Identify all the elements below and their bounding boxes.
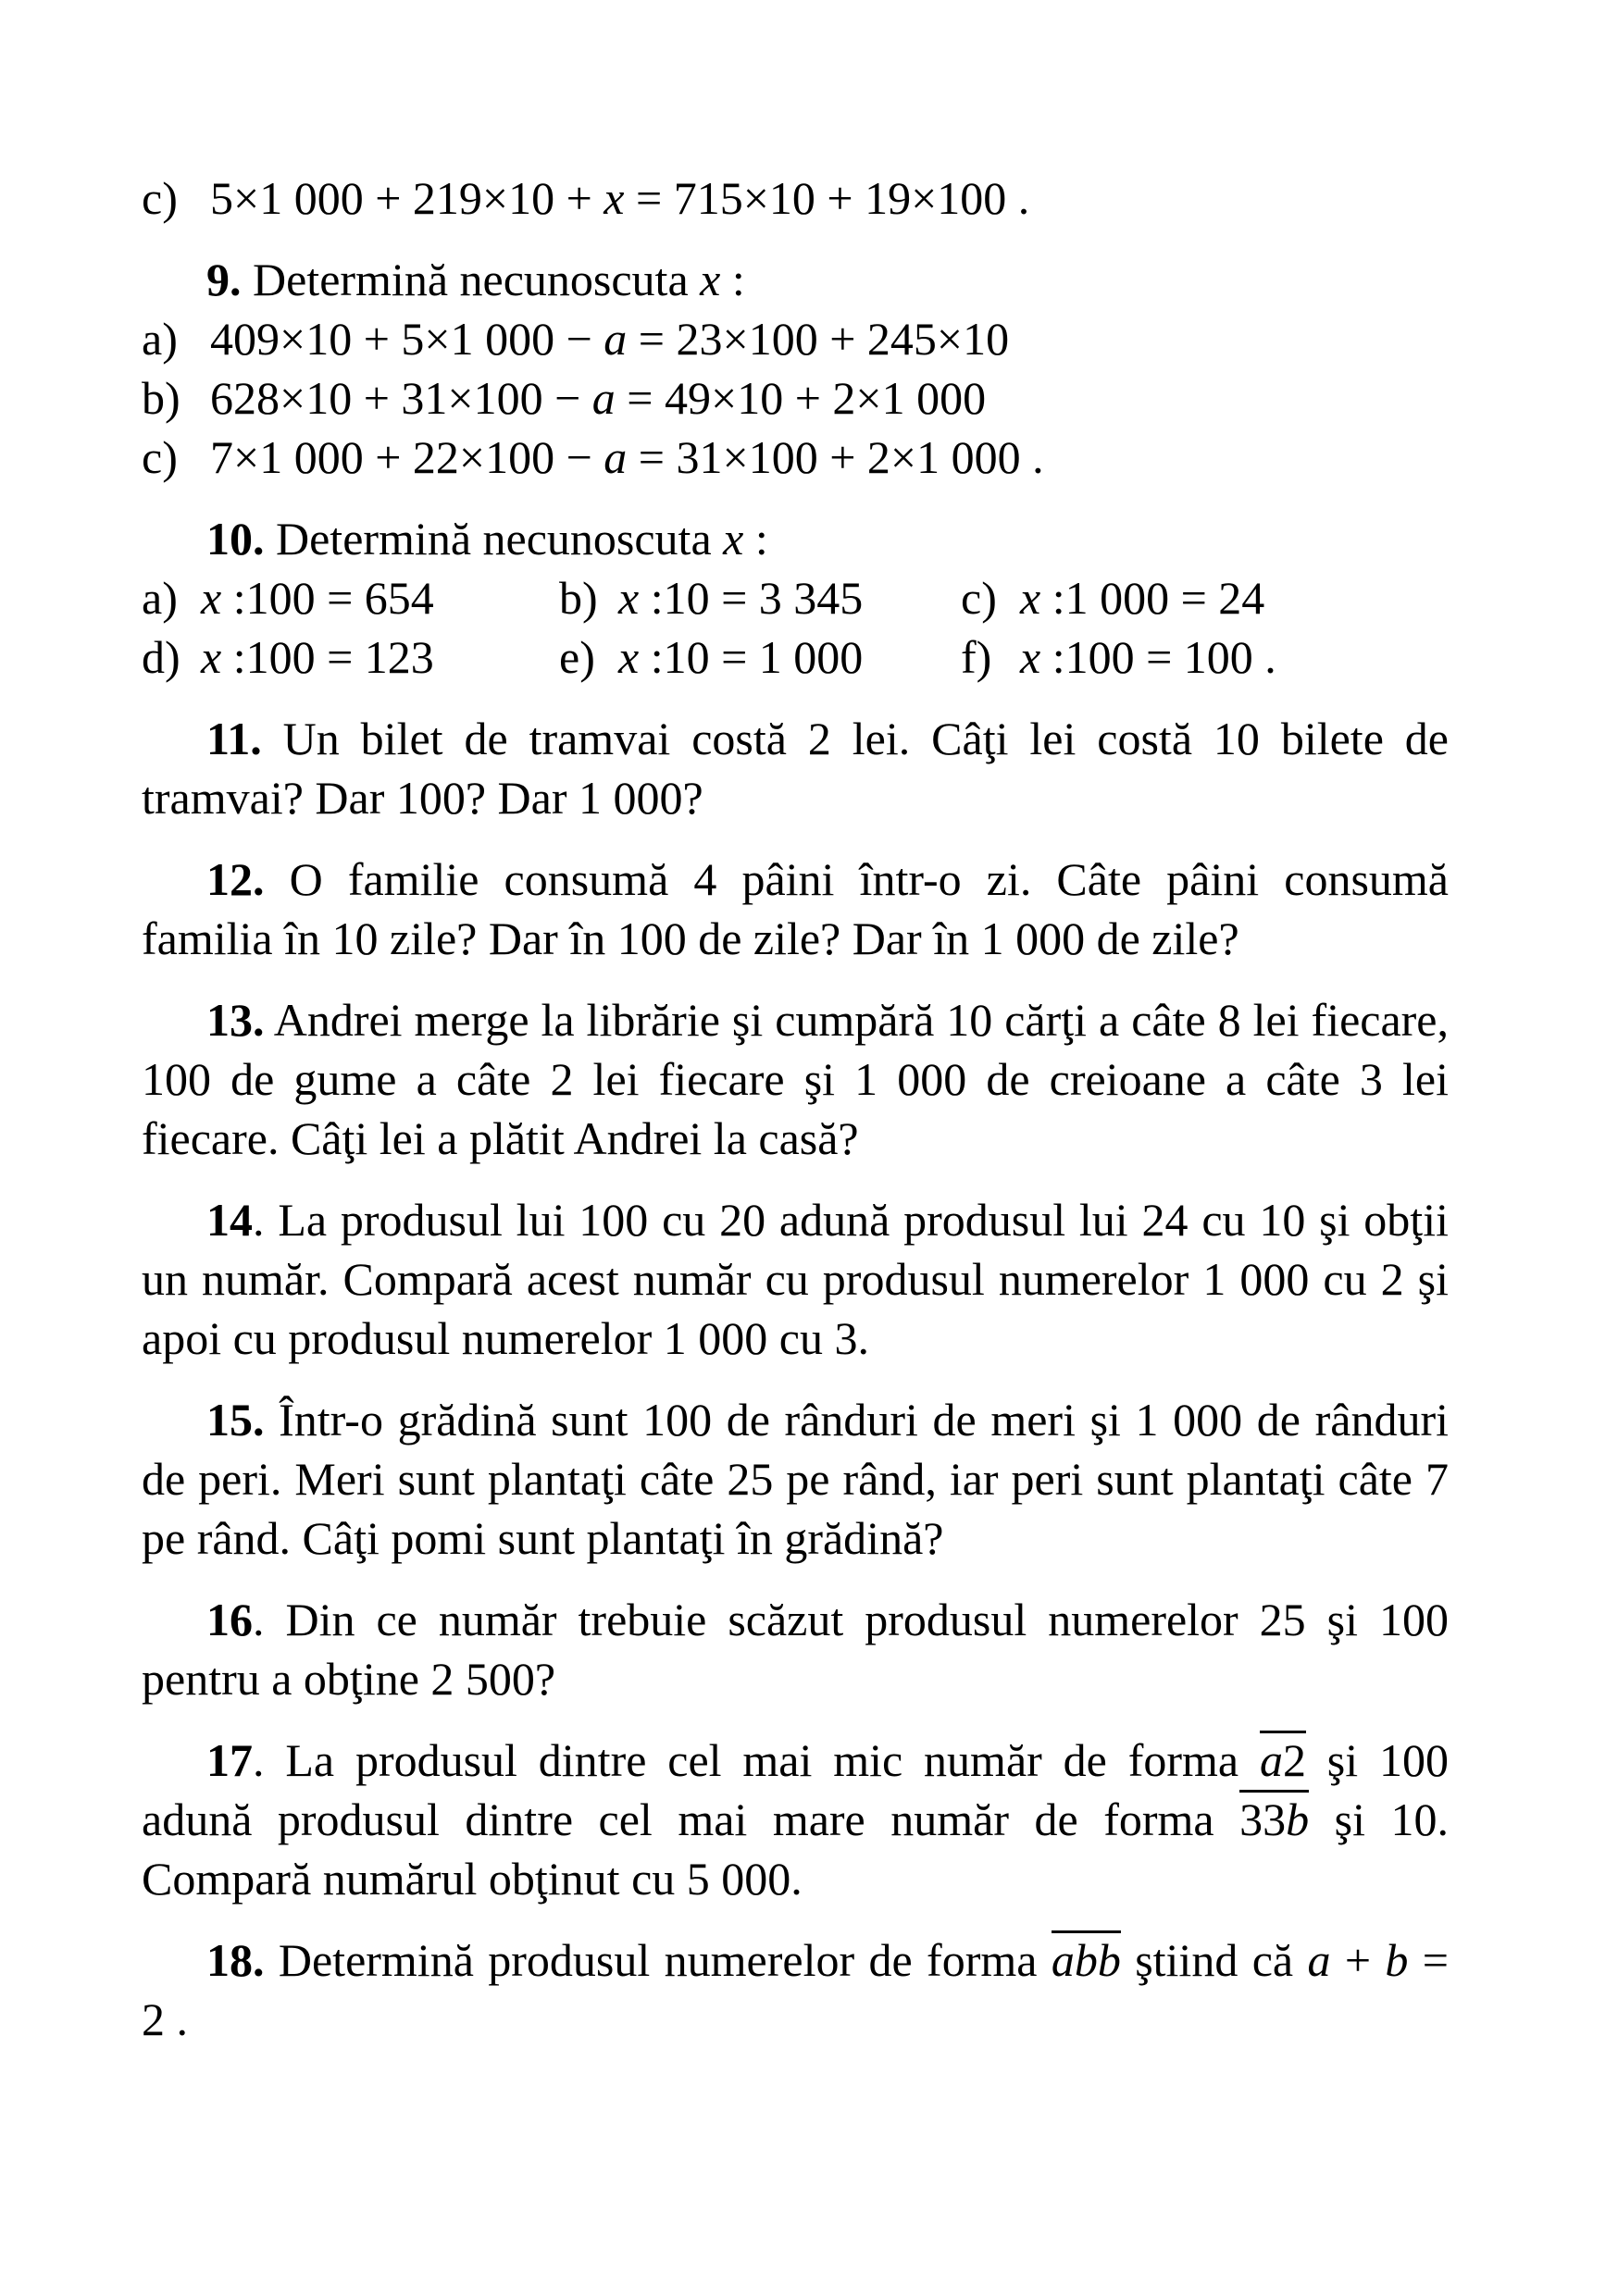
problem-10-grid	[142, 568, 1449, 687]
text-run: . Din ce număr trebuie scăzut produsul numerelor 25 şi 100 pentru a obţine 2 500?	[142, 1594, 1449, 1705]
text-run: şi 100 adună produsul dintre cel mai mare număr de forma	[142, 1734, 1449, 1845]
math-variable: abb	[1051, 1934, 1121, 1986]
text-run: = 23×100 + 245×10	[627, 313, 1010, 365]
text-run: şi 10. Compară numărul obţinut cu 5 000.	[142, 1793, 1449, 1905]
text-run: :100 = 100 .	[1040, 631, 1276, 683]
overlined-number-form	[1239, 1790, 1309, 1845]
equation	[618, 572, 863, 624]
text-run: :	[743, 513, 768, 565]
text-run: O familie consumă 4 pâini într-o zi. Câte pâini consumă familia în 10 zile? Dar în 100 de zile? Dar în 1 000 de zile?	[142, 853, 1449, 964]
text-run: = 49×10 + 2×1 000	[615, 372, 987, 424]
item-9b	[142, 368, 1449, 428]
problem-number: 9.	[206, 254, 242, 305]
problem-11	[142, 709, 1449, 827]
text-run: = 715×10 + 19×100 .	[624, 172, 1030, 224]
equation-item	[559, 627, 961, 687]
text-run: Andrei merge la librărie şi cumpără 10 cărţi a câte 8 lei fiecare, 100 de gume a câte 2 lei fiecare şi 1 000 de creioane a câte 3 lei fiecare. Câţi lei a plătit Andrei la casă?	[142, 994, 1449, 1164]
text-run: :1 000 = 24	[1040, 572, 1265, 624]
problem-number: 12.	[206, 853, 265, 905]
problem-16	[142, 1590, 1449, 1708]
item-label: c)	[142, 431, 178, 483]
math-variable: a	[1307, 1934, 1331, 1986]
equation	[1020, 572, 1264, 624]
math-variable: a	[604, 431, 628, 483]
equation-row	[142, 568, 1449, 627]
problem-number: 18.	[206, 1934, 265, 1986]
item-label: d)	[142, 631, 180, 683]
item-label: e)	[559, 631, 595, 683]
item-label: b)	[559, 572, 598, 624]
math-variable: b	[1385, 1934, 1409, 1986]
equation	[618, 631, 863, 683]
item-9c	[142, 428, 1449, 487]
problem-13	[142, 990, 1449, 1168]
problem-number: 14	[206, 1194, 253, 1246]
item-9a	[142, 309, 1449, 368]
text-run: = 31×100 + 2×1 000 .	[627, 431, 1044, 483]
equation-row	[142, 627, 1449, 687]
equation	[210, 431, 1044, 483]
overlined-number-form	[1260, 1731, 1306, 1786]
exercise-list	[142, 168, 1449, 2049]
problem-number: 10.	[206, 513, 265, 565]
equation-item	[961, 568, 1449, 627]
text-run: 7×1 000 + 22×100 −	[210, 431, 604, 483]
equation-item	[142, 568, 559, 627]
text-run: 628×10 + 31×100 −	[210, 372, 592, 424]
problem-14	[142, 1190, 1449, 1368]
math-variable: x	[604, 172, 625, 224]
math-variable: x	[700, 254, 721, 305]
math-variable: a	[604, 313, 628, 365]
problem-18	[142, 1930, 1449, 2049]
text-run: . La produsul dintre cel mai mic număr de forma	[253, 1734, 1260, 1786]
math-variable: x	[1020, 631, 1041, 683]
problem-15	[142, 1390, 1449, 1568]
equation	[201, 631, 434, 683]
equation-item	[961, 627, 1449, 687]
text-run: Într-o grădină sunt 100 de rânduri de meri şi 1 000 de rânduri de peri. Meri sunt plantaţi câte 25 pe rând, iar peri sunt plantaţi câte 7 pe rând. Câţi pomi sunt plantaţi în grădină?	[142, 1394, 1449, 1564]
text-run: :100 = 654	[221, 572, 434, 624]
equation-item	[559, 568, 961, 627]
item-label: c)	[142, 172, 178, 224]
math-variable: x	[201, 631, 222, 683]
math-variable: x	[723, 513, 744, 565]
problem-number: 11.	[206, 713, 262, 764]
text-run: = 2 .	[142, 1934, 1449, 2045]
equation-item	[142, 627, 559, 687]
problem-number: 13.	[206, 994, 265, 1046]
text-run: +	[1330, 1934, 1386, 1986]
text-run: ştiind că	[1120, 1934, 1308, 1986]
text-run: 5×1 000 + 219×10 +	[210, 172, 604, 224]
equation	[210, 372, 986, 424]
problem-number: 15.	[206, 1394, 265, 1446]
item-label: a)	[142, 313, 178, 365]
text-run: :100 = 123	[221, 631, 434, 683]
text-run: :10 = 3 345	[639, 572, 864, 624]
problem-12	[142, 850, 1449, 968]
math-variable: x	[618, 572, 640, 624]
text-run: Determină necunoscuta	[241, 254, 701, 305]
problem-9	[142, 250, 1449, 309]
equation	[1020, 631, 1276, 683]
item-label: c)	[961, 572, 997, 624]
text-run: 2	[1282, 1734, 1306, 1786]
math-variable: b	[1286, 1793, 1310, 1845]
problem-number: 16	[206, 1594, 253, 1645]
problem-number: 17	[206, 1734, 253, 1786]
math-variable: x	[1020, 572, 1041, 624]
text-run: :10 = 1 000	[639, 631, 864, 683]
equation	[210, 313, 1009, 365]
text-run: :	[720, 254, 745, 305]
item-label: b)	[142, 372, 180, 424]
text-run: 409×10 + 5×1 000 −	[210, 313, 604, 365]
math-variable: a	[1259, 1734, 1283, 1786]
text-run: Determină necunoscuta	[264, 513, 724, 565]
item-8c	[142, 168, 1449, 228]
text-run: Determină produsul numerelor de forma	[264, 1934, 1052, 1986]
overlined-number-form	[1052, 1930, 1121, 1986]
equation	[201, 572, 434, 624]
equation	[210, 172, 1029, 224]
text-run: Un bilet de tramvai costă 2 lei. Câţi lei costă 10 bilete de tramvai? Dar 100? Dar 1 000?	[142, 713, 1449, 824]
item-label: a)	[142, 572, 178, 624]
problem-10	[142, 509, 1449, 568]
math-variable: x	[618, 631, 640, 683]
text-run: . La produsul lui 100 cu 20 adună produsul lui 24 cu 10 şi obţii un număr. Compară acest număr cu produsul numerelor 1 000 cu 2 şi apoi cu produsul numerelor 1 000 cu 3.	[142, 1194, 1449, 1364]
text-run: 33	[1239, 1793, 1287, 1845]
item-label: f)	[961, 631, 992, 683]
math-variable: a	[591, 372, 616, 424]
problem-17	[142, 1731, 1449, 1908]
math-variable: x	[201, 572, 222, 624]
